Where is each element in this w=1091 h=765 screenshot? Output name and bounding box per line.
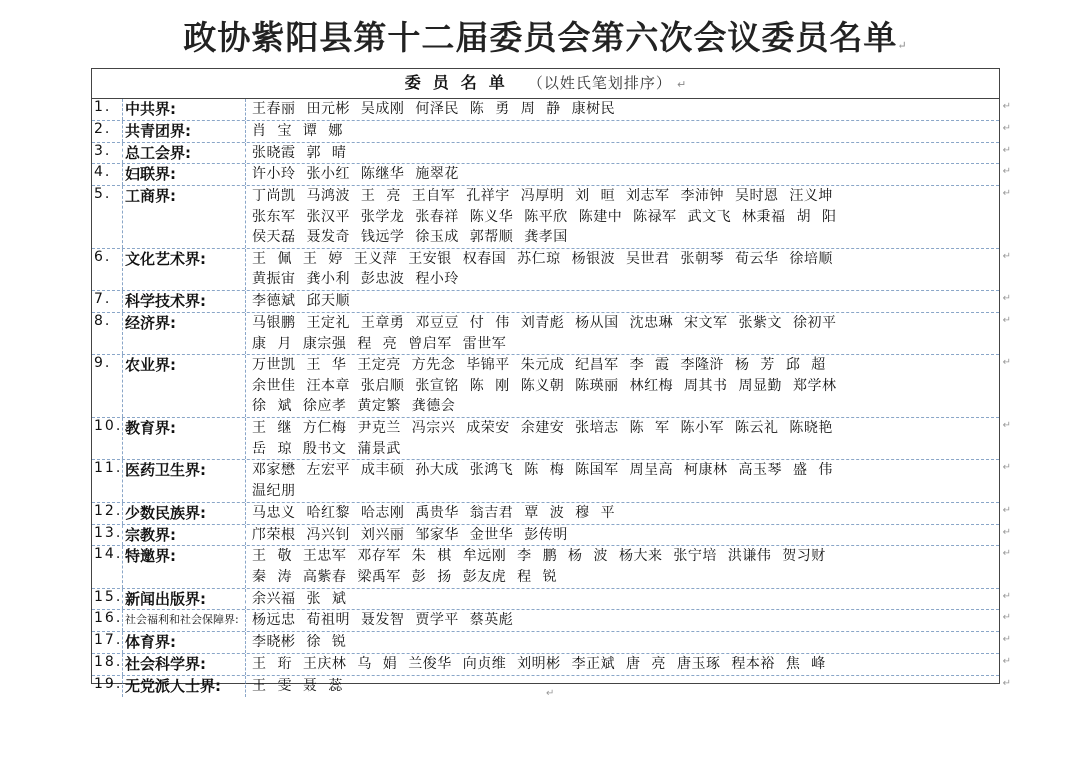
row-number: 13. <box>92 525 123 546</box>
paragraph-mark-icon: ↵ <box>1002 144 1011 156</box>
table-row <box>92 502 1011 525</box>
paragraph-mark-icon: ↵ <box>1002 462 1011 474</box>
table-row <box>92 186 1011 249</box>
name-line: 余世佳 汪本章 张启顺 张宣铭 陈 刚 陈义朝 陈瑛丽 林红梅 周其书 周显勤 郑学林 <box>252 377 837 394</box>
row-names <box>252 676 995 697</box>
name-line: 王 珩 王庆林 乌 娟 兰俊华 向贞维 刘明彬 李正斌 唐 亮 唐玉琢 程本裕 焦 峰 <box>252 656 826 673</box>
row-names <box>252 355 995 417</box>
table-row <box>92 418 1011 460</box>
row-number: 18. <box>92 654 123 675</box>
row-number: 4. <box>92 164 123 185</box>
row-number: 6. <box>92 249 123 290</box>
row-number: 14. <box>92 546 123 587</box>
row-category: 共青团界: <box>123 121 246 142</box>
row-number: 2. <box>92 121 123 142</box>
row-category: 农业界: <box>123 355 246 417</box>
table-row <box>92 460 1011 502</box>
name-line: 张晓霞 郭 晴 <box>252 144 347 161</box>
row-number: 19. <box>92 676 123 697</box>
table-row <box>92 546 1011 588</box>
paragraph-mark-icon: ↵ <box>1002 250 1011 262</box>
row-category: 总工会界: <box>123 143 246 164</box>
table-body <box>92 99 1011 697</box>
row-category: 新闻出版界: <box>123 589 246 610</box>
row-category: 宗教界: <box>123 525 246 546</box>
name-line: 杨远忠 荀祖明 聂发智 贾学平 蔡英彪 <box>252 612 514 629</box>
row-names <box>252 291 995 312</box>
table-row <box>92 654 1011 676</box>
name-line: 王春丽 田元彬 吴成刚 何泽民 陈 勇 周 静 康树民 <box>252 101 616 117</box>
row-names <box>252 460 995 501</box>
name-line: 侯天磊 聂发奇 钱远学 徐玉成 郭帮顺 龚孝国 <box>252 229 568 246</box>
name-line: 李德斌 邱天顺 <box>252 293 350 310</box>
title-text: 政协紫阳县第十二届委员会第六次会议委员名单 <box>183 18 898 57</box>
row-category: 经济界: <box>123 313 246 354</box>
paragraph-mark-icon: ↵ <box>1002 166 1011 178</box>
name-line: 秦 涛 高紫春 梁禹军 彭 扬 彭友虎 程 锐 <box>252 568 558 585</box>
row-number: 12. <box>92 503 123 524</box>
table-row <box>92 99 1011 121</box>
name-line: 张东军 张汉平 张学龙 张春祥 陈义华 陈平欣 陈建中 陈禄军 武文飞 林秉福 胡 阳 <box>252 208 837 225</box>
table-row <box>92 632 1011 654</box>
row-names <box>252 164 995 185</box>
row-number: 10. <box>92 418 123 459</box>
paragraph-mark-icon: ↵ <box>546 688 555 699</box>
name-line: 马银鹏 王定礼 王章勇 邓豆豆 付 伟 刘青彪 杨从国 沈忠琳 宋文军 张紫文 徐初平 <box>252 315 837 332</box>
row-category: 特邀界: <box>123 546 246 587</box>
row-names <box>252 186 995 248</box>
table-header <box>92 69 999 99</box>
name-line: 李晓彬 徐 锐 <box>252 634 347 651</box>
row-category: 少数民族界: <box>123 503 246 524</box>
row-number: 11. <box>92 460 123 501</box>
name-line: 邓家懋 左宏平 成丰硕 孙大成 张鸿飞 陈 梅 陈国军 周呈高 柯康林 高玉琴 盛 伟 <box>252 462 833 479</box>
row-names <box>252 143 995 164</box>
row-category: 无党派人士界: <box>123 676 246 697</box>
row-names <box>252 418 995 459</box>
row-names <box>252 503 995 524</box>
row-names <box>252 610 995 631</box>
row-category: 文化艺术界: <box>123 249 246 290</box>
row-names <box>252 121 995 142</box>
row-number: 3. <box>92 143 123 164</box>
paragraph-mark-icon: ↵ <box>1002 504 1011 516</box>
row-category: 中共界: <box>123 99 246 120</box>
row-names <box>252 525 995 546</box>
table-row <box>92 291 1011 313</box>
paragraph-mark-icon: ↵ <box>1002 315 1011 327</box>
table-row <box>92 588 1011 611</box>
paragraph-mark-icon: ↵ <box>1002 634 1011 646</box>
paragraph-mark-icon: ↵ <box>1002 612 1011 624</box>
header-sub: （以姓氏笔划排序） <box>527 74 672 92</box>
row-category: 工商界: <box>123 186 246 248</box>
paragraph-mark-icon: ↵ <box>1002 677 1011 689</box>
row-number: 1. <box>92 99 123 120</box>
row-number: 16. <box>92 610 123 631</box>
member-table <box>91 68 1011 695</box>
row-names <box>252 313 995 354</box>
row-category: 医药卫生界: <box>123 460 246 501</box>
row-names <box>252 654 995 675</box>
name-line: 王 敬 王忠军 邓存军 朱 棋 牟远刚 李 鹏 杨 波 杨大来 张宁培 洪谦伟 贺习财 <box>252 548 826 565</box>
row-number: 9. <box>92 355 123 417</box>
row-category: 体育界: <box>123 632 246 653</box>
paragraph-mark-icon: ↵ <box>1002 590 1011 602</box>
name-line: 马忠义 哈红黎 哈志刚 禹贵华 翁吉君 覃 波 穆 平 <box>252 504 616 521</box>
row-number: 7. <box>92 291 123 312</box>
paragraph-mark-icon: ↵ <box>1002 656 1011 668</box>
paragraph-mark-icon: ↵ <box>1002 101 1011 112</box>
page-title <box>0 12 1091 59</box>
name-line: 徐 斌 徐应孝 黄定繁 龚德会 <box>252 398 456 415</box>
table-row <box>92 610 1011 632</box>
name-line: 丁尚凯 马鸿波 王 亮 王自军 孔祥宇 冯厚明 刘 晅 刘志军 李沛钟 吴时恩 汪义坤 <box>252 188 833 205</box>
paragraph-mark-icon: ↵ <box>1002 420 1011 432</box>
paragraph-mark-icon: ↵ <box>1002 293 1011 305</box>
name-line: 王 佩 王 婷 王义萍 王安银 权春国 苏仁琼 杨银波 吴世君 张朝琴 荀云华 徐培顺 <box>252 250 833 267</box>
row-names <box>252 249 995 290</box>
paragraph-mark-icon: ↵ <box>1002 357 1011 369</box>
name-line: 岳 琼 殷书文 蒲景武 <box>252 440 401 457</box>
name-line: 万世凯 王 华 王定亮 方先念 毕锦平 朱元成 纪昌军 李 霞 李隆浒 杨 芳 邱 超 <box>252 357 826 374</box>
row-number: 17. <box>92 632 123 653</box>
table-row <box>92 355 1011 418</box>
name-line: 余兴福 张 斌 <box>252 590 347 607</box>
table-row <box>92 524 1011 547</box>
table-row <box>92 120 1011 143</box>
name-line: 邝荣根 冯兴钊 刘兴丽 邹家华 金世华 彭传明 <box>252 526 568 543</box>
table-row <box>92 248 1011 291</box>
row-category: 科学技术界: <box>123 291 246 312</box>
row-category: 教育界: <box>123 418 246 459</box>
paragraph-mark-icon: ↵ <box>1002 548 1011 560</box>
row-category: 妇联界: <box>123 164 246 185</box>
row-number: 5. <box>92 186 123 248</box>
name-line: 王 雯 聂 蕊 <box>252 677 343 694</box>
table-row <box>92 313 1011 355</box>
name-line: 许小玲 张小红 陈继华 施翠花 <box>252 166 459 183</box>
row-names <box>252 99 995 120</box>
name-line: 肖 宝 谭 娜 <box>252 122 343 139</box>
row-names <box>252 546 995 587</box>
table-row <box>92 142 1011 165</box>
paragraph-mark-icon: ↵ <box>1002 188 1011 200</box>
paragraph-mark-icon: ↵ <box>897 39 908 52</box>
name-line: 温纪朋 <box>252 482 296 499</box>
row-number: 15. <box>92 589 123 610</box>
name-line: 王 继 方仁梅 尹克兰 冯宗兴 成荣安 余建安 张培志 陈 军 陈小军 陈云礼 陈晓艳 <box>252 420 833 437</box>
name-line: 康 月 康宗强 程 亮 曾启军 雷世军 <box>252 335 507 352</box>
header-main: 委员名单 <box>404 73 517 92</box>
paragraph-mark-icon: ↵ <box>1002 526 1011 538</box>
paragraph-mark-icon: ↵ <box>1002 122 1011 134</box>
paragraph-mark-icon: ↵ <box>677 78 687 91</box>
row-category: 社会福利和社会保障界: <box>123 610 246 631</box>
row-names <box>252 632 995 653</box>
row-category: 社会科学界: <box>123 654 246 675</box>
table-row <box>92 164 1011 186</box>
name-line: 黄振宙 龚小利 彭忠波 程小玲 <box>252 271 459 288</box>
row-names <box>252 589 995 610</box>
row-number: 8. <box>92 313 123 354</box>
